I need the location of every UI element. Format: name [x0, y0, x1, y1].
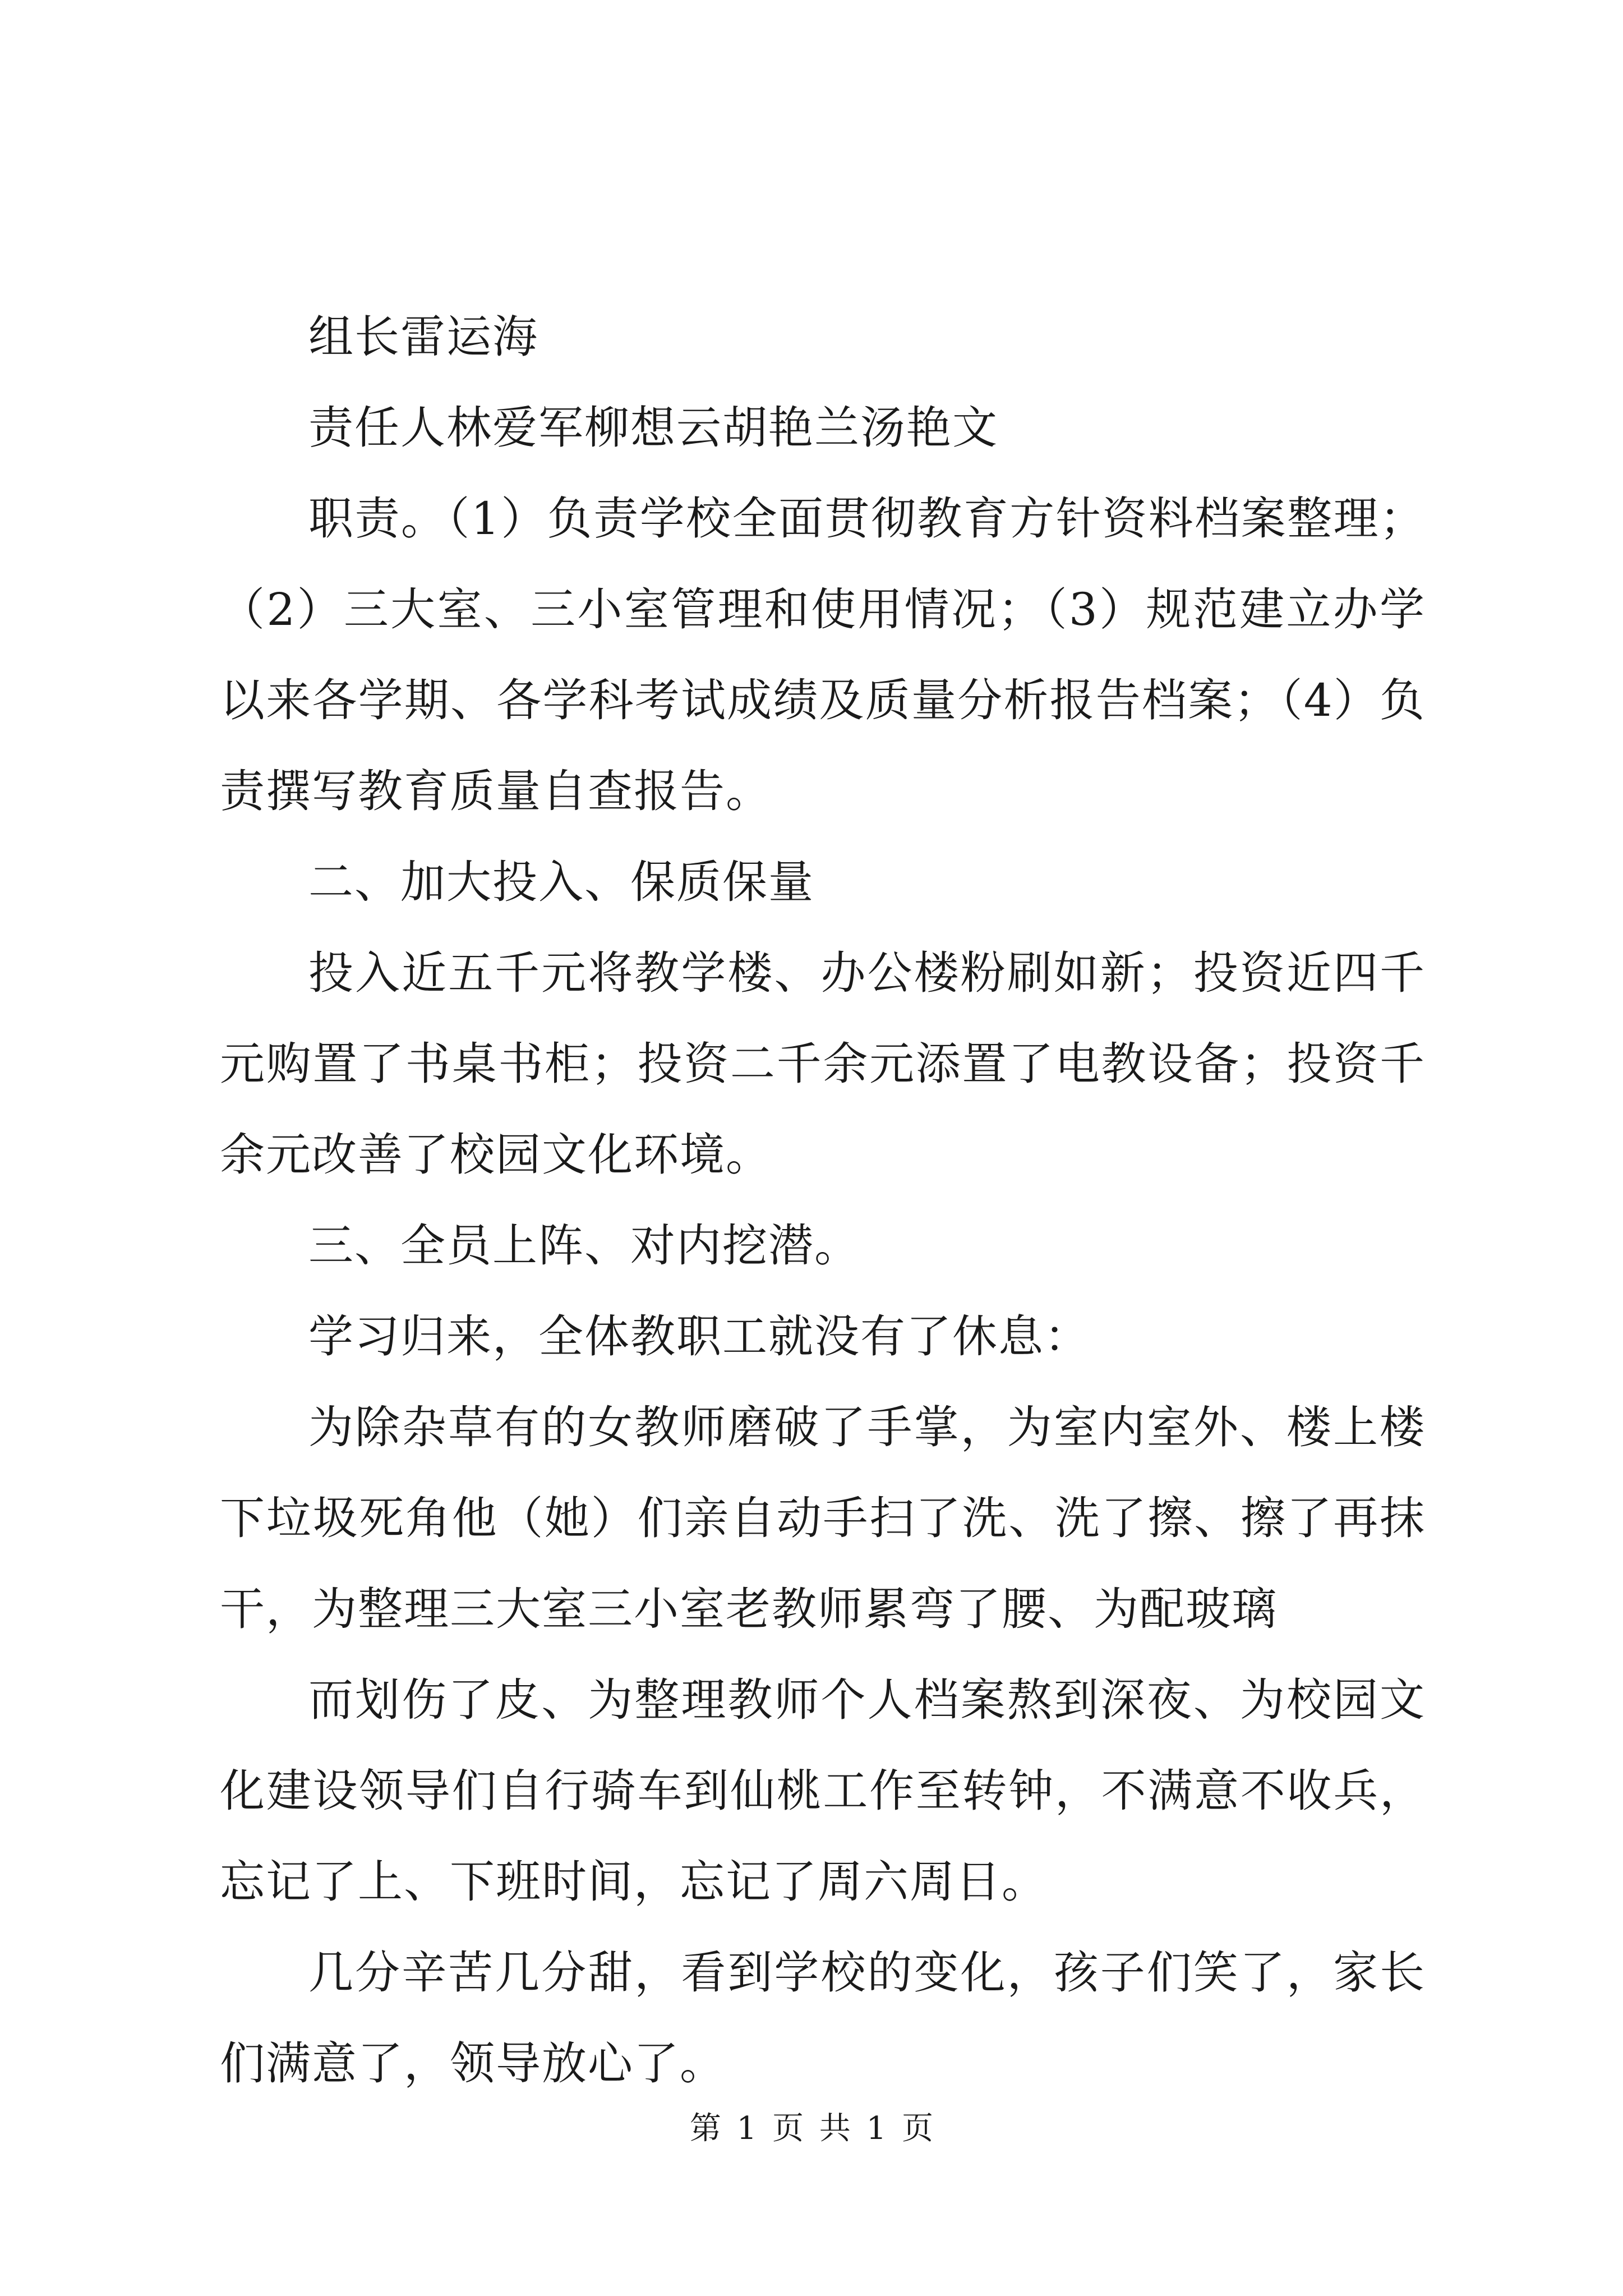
page-number-footer: 第 1 页 共 1 页	[689, 2110, 934, 2147]
paragraph-after-study: 学习归来，全体教职工就没有了休息：	[308, 1310, 1090, 1363]
paragraph-investment: 投入近五千元将教学楼、办公楼粉刷如新；投资近四千元购置了书桌书柜；投资二千余元添置了电教设备；投资千余元改善了校园文化环境。	[220, 947, 1426, 1181]
paragraph-teachers-work: 为除杂草有的女教师磨破了手掌，为室内室外、楼上楼下垃圾死角他（她）们亲自动手扫了洗、洗了擦、擦了再抹干，为整理三大室三小室老教师累弯了腰、为配玻璃	[220, 1401, 1426, 1635]
paragraph-conclusion: 几分辛苦几分甜，看到学校的变化，孩子们笑了，家长们满意了，领导放心了。	[220, 1947, 1426, 2090]
paragraph-group-leader: 组长雷运海	[308, 311, 538, 363]
paragraph-teachers-work-continued: 而划伤了皮、为整理教师个人档案熬到深夜、为校园文化建设领导们自行骑车到仙桃工作至转钟，不满意不收兵，忘记了上、下班时间，忘记了周六周日。	[220, 1674, 1426, 1908]
paragraph-duties: 职责。（1）负责学校全面贯彻教育方针资料档案整理；（2）三大室、三小室管理和使用情况；（3）规范建立办学以来各学期、各学科考试成绩及质量分析报告档案；（4）负责撰写教育质量自查报告。	[220, 493, 1426, 817]
heading-section-two: 二、加大投入、保质保量	[308, 856, 814, 908]
paragraph-responsible-persons: 责任人林爱军柳想云胡艳兰汤艳文	[308, 402, 998, 454]
heading-section-three: 三、全员上阵、对内挖潜。	[308, 1220, 860, 1272]
document-body	[220, 292, 1426, 2109]
